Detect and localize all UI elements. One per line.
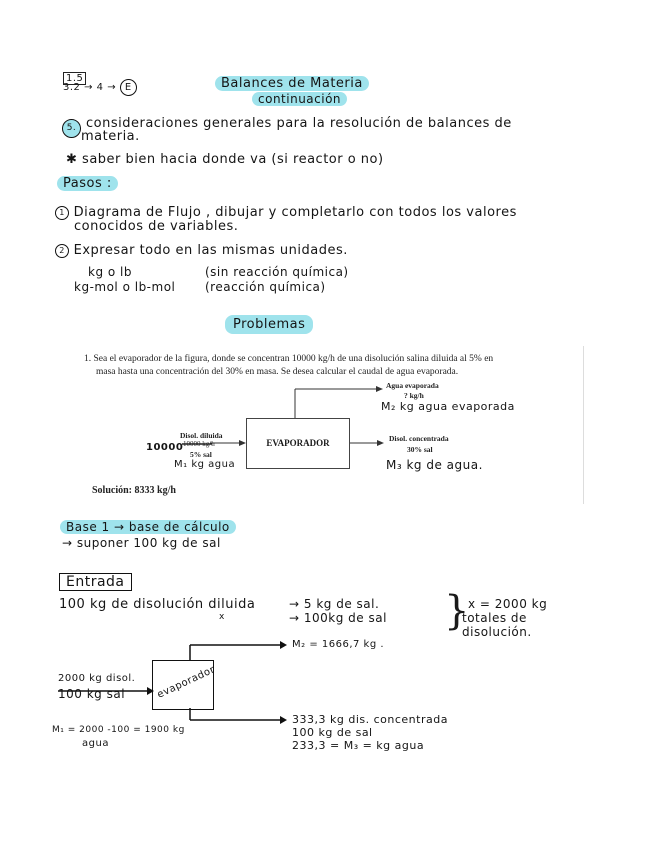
sketch-out-line2: 100 kg de sal <box>292 726 373 739</box>
entrada-r2: → 100kg de sal <box>289 611 387 625</box>
hand-m3: M₃ kg de agua. <box>386 458 483 472</box>
pasos-heading: Pasos : <box>57 176 118 191</box>
problem-statement-line2: masa hasta una concentración del 30% en masa. Se desea calcular el caudal de agua evaporada. <box>96 367 459 377</box>
sketch-in-line1: 2000 kg disol. <box>58 673 136 684</box>
considerations-line2: materia. <box>81 129 140 144</box>
inlet-label3: 5% sal <box>190 450 212 459</box>
tag-label: 1.5 <box>63 72 86 85</box>
step-2: 2 Expresar todo en las mismas unidades. <box>55 243 348 258</box>
entrada-label: Entrada <box>59 571 132 590</box>
hand-m1: M₁ kg agua <box>174 459 236 470</box>
base-line1: Base 1 → base de cálculo <box>60 520 236 534</box>
bullet-note: ✱ saber bien hacia donde va (si reactor o no) <box>66 152 384 167</box>
sketch-m1-line2: agua <box>82 738 109 749</box>
outlet-label1: Disol. concentrada <box>389 434 449 443</box>
hand-inlet-value: 10000 <box>146 442 184 453</box>
sketch-out-line1: 333,3 kg dis. concentrada <box>292 713 448 726</box>
hand-m2: M₂ kg agua evaporada <box>381 400 515 413</box>
problemas-heading: Problemas <box>225 315 313 334</box>
unit-right-1: (sin reacción química) <box>205 265 349 279</box>
sketch-box-label: evaporador <box>155 664 217 701</box>
top-label2: ? kg/h <box>404 391 424 400</box>
entrada-line1: 100 kg de disolución diluida <box>59 597 256 612</box>
top-label1: Agua evaporada <box>386 381 439 390</box>
entrada-total3: disolución. <box>462 625 532 639</box>
page-title: Balances de Materia <box>215 76 369 91</box>
entrada-mark: x <box>219 612 225 622</box>
unit-right-2: (reacción química) <box>205 280 326 294</box>
inlet-label2: 10000 kg/h <box>183 440 215 448</box>
sketch-in-line2: 100 kg sal <box>58 687 126 701</box>
step-1: 1 Diagrama de Flujo , dibujar y completarlo con todos los valores <box>55 205 517 220</box>
sketch-m1-line1: M₁ = 2000 -100 = 1900 kg <box>52 725 185 735</box>
problem-statement-line1: 1. Sea el evaporador de la figura, donde se concentran 10000 kg/h de una disolución salina diluida al 5% en <box>84 354 494 364</box>
considerations-line1: consideraciones generales para la resolución de balances de <box>86 116 512 131</box>
unit-left-1: kg o lb <box>88 265 132 279</box>
nav-to: 4 <box>96 82 104 93</box>
entrada-total2: totales de <box>462 611 527 625</box>
unit-left-2: kg-mol o lb-mol <box>74 280 176 294</box>
sketch-evaporator-box <box>152 660 217 710</box>
nav-end: E <box>120 79 137 96</box>
page-subtitle: continuación <box>252 92 347 106</box>
inlet-label1: Disol. diluida <box>180 431 223 440</box>
base-line2: → suponer 100 kg de sal <box>62 536 221 550</box>
sketch-m2: M₂ = 1666,7 kg . <box>292 639 385 650</box>
arrow-right-icon: → <box>107 82 117 93</box>
entrada-total1: x = 2000 kg <box>468 597 548 611</box>
outlet-label2: 30% sal <box>407 445 433 454</box>
section-number: 5. <box>62 115 81 138</box>
entrada-r1: → 5 kg de sal. <box>289 597 380 611</box>
star-bullet-icon: ✱ <box>66 152 78 167</box>
evaporator-box: EVAPORADOR <box>246 418 350 469</box>
brace-icon: } <box>444 588 470 634</box>
solution-text: Solución: 8333 kg/h <box>92 485 176 496</box>
sketch-out-line3: 233,3 = M₃ = kg agua <box>292 739 425 752</box>
arrow-right-icon: → <box>84 82 93 93</box>
nav-from: 3.2 <box>63 82 81 93</box>
step-1-line2: conocidos de variables. <box>74 219 239 234</box>
